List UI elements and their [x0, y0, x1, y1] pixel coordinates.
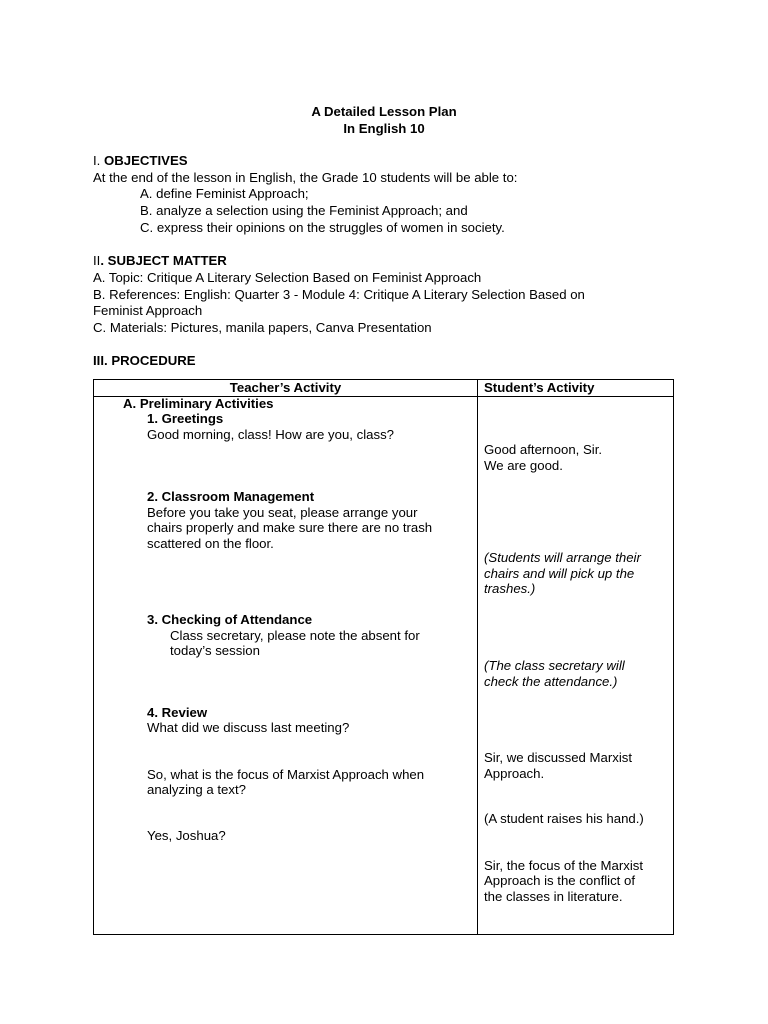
review-student-answer: Sir, the focus of the Marxist — [484, 858, 644, 873]
subject-references-cont: Feminist Approach — [93, 303, 203, 318]
subject-matter-title: . SUBJECT MATTER — [100, 253, 227, 268]
classroom-management-student-cont: chairs and will pick up the — [484, 566, 635, 581]
classroom-management-teacher-cont: scattered on the floor. — [147, 536, 274, 551]
greetings-student: Good afternoon, Sir. — [484, 442, 603, 457]
objectives-numeral: I. — [93, 153, 101, 168]
attendance-student: (The class secretary will — [484, 658, 625, 673]
review-teacher-question-cont: analyzing a text? — [147, 782, 246, 797]
procedure-table — [93, 379, 674, 935]
objectives-title: OBJECTIVES — [104, 153, 188, 168]
objective-item: C. express their opinions on the struggles of women in society. — [140, 220, 505, 235]
procedure-heading: III. PROCEDURE — [93, 353, 196, 368]
document-subtitle: In English 10 — [343, 121, 425, 136]
table-column-divider — [477, 380, 478, 934]
attendance-teacher-cont: today’s session — [170, 643, 260, 658]
classroom-management-teacher-cont: chairs properly and make sure there are no trash — [147, 520, 433, 535]
greetings-teacher: Good morning, class! How are you, class? — [147, 427, 395, 442]
greetings-student-cont: We are good. — [484, 458, 563, 473]
classroom-management-teacher: Before you take you seat, please arrange your — [147, 505, 418, 520]
review-student-answer: Sir, we discussed Marxist — [484, 750, 633, 765]
review-title: 4. Review — [147, 705, 208, 720]
subject-matter-heading — [93, 253, 227, 269]
objectives-intro: At the end of the lesson in English, the Grade 10 students will be able to: — [93, 170, 518, 185]
header-teacher-activity: Teacher’s Activity — [229, 380, 342, 395]
section-preliminary-activities: A. Preliminary Activities — [123, 396, 274, 411]
review-student-answer-cont: Approach is the conflict of — [484, 873, 636, 888]
greetings-title: 1. Greetings — [147, 411, 224, 426]
document-title: A Detailed Lesson Plan — [311, 104, 457, 119]
header-student-activity: Student’s Activity — [484, 380, 595, 395]
subject-references: B. References: English: Quarter 3 - Module 4: Critique A Literary Selection Based on — [93, 287, 585, 302]
review-student-answer-cont: Approach. — [484, 766, 545, 781]
attendance-student-cont: check the attendance.) — [484, 674, 618, 689]
attendance-title: 3. Checking of Attendance — [147, 612, 313, 627]
review-teacher-call: Yes, Joshua? — [147, 828, 226, 843]
review-student-answer-cont: the classes in literature. — [484, 889, 623, 904]
classroom-management-title: 2. Classroom Management — [147, 489, 315, 504]
review-teacher-question: What did we discuss last meeting? — [147, 720, 350, 735]
review-student-action: (A student raises his hand.) — [484, 811, 644, 826]
review-teacher-question: So, what is the focus of Marxist Approach when — [147, 767, 425, 782]
classroom-management-student-cont: trashes.) — [484, 581, 536, 596]
objectives-heading — [93, 153, 188, 169]
attendance-teacher: Class secretary, please note the absent for — [170, 628, 420, 643]
objective-item: A. define Feminist Approach; — [140, 186, 309, 201]
subject-materials: C. Materials: Pictures, manila papers, Canva Presentation — [93, 320, 432, 335]
classroom-management-student: (Students will arrange their — [484, 550, 641, 565]
subject-matter-numeral: II — [93, 253, 101, 268]
subject-topic: A. Topic: Critique A Literary Selection Based on Feminist Approach — [93, 270, 482, 285]
objective-item: B. analyze a selection using the Feminist Approach; and — [140, 203, 468, 218]
